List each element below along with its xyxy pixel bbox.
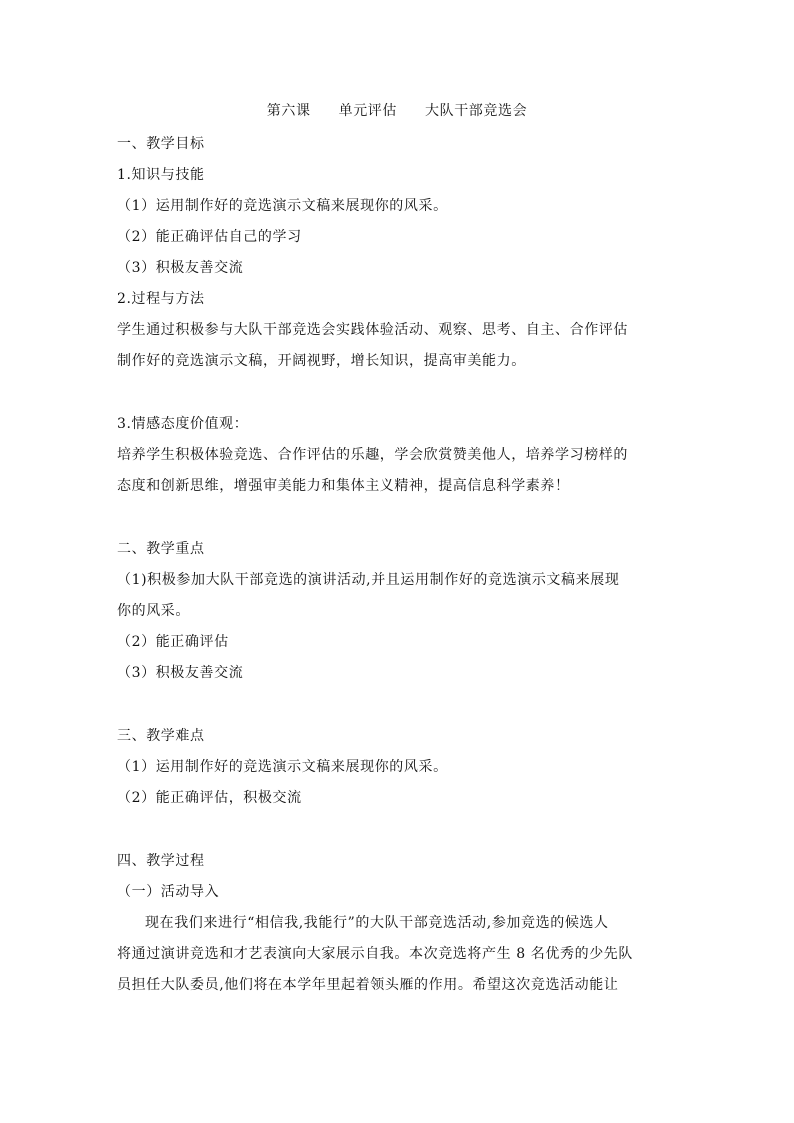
paragraph-line: 现在我们来进行“相信我,我能行”的大队干部竞选活动,参加竞选的候选人 xyxy=(145,915,609,931)
section-heading-objectives: 一、教学目标 xyxy=(117,136,205,152)
section-heading-difficulties: 三、教学难点 xyxy=(117,728,205,744)
paragraph-line: 态度和创新思维，增强审美能力和集体主义精神，提高信息科学素养！ xyxy=(117,478,570,494)
paragraph-line: 学生通过积极参与大队干部竞选会实践体验活动、观察、思考、自主、合作评估 xyxy=(117,322,628,338)
title-part-topic: 大队干部竞选会 xyxy=(425,103,528,119)
list-item: （2）能正确评估，积极交流 xyxy=(117,790,302,806)
list-item: （2）能正确评估自己的学习 xyxy=(117,229,302,245)
title-part-unit: 单元评估 xyxy=(338,103,397,119)
document-title xyxy=(0,101,794,121)
paragraph-line: 将通过演讲竞选和才艺表演向大家展示自我。本次竞选将产生 8 名优秀的少先队 xyxy=(117,946,634,962)
paragraph-line: 培养学生积极体验竞选、合作评估的乐趣，学会欣赏赞美他人，培养学习榜样的 xyxy=(117,447,628,463)
section-heading-key-points: 二、教学重点 xyxy=(117,541,205,557)
list-item: （1）运用制作好的竞选演示文稿来展现你的风采。 xyxy=(117,759,448,775)
list-item: （3）积极友善交流 xyxy=(117,260,244,276)
paragraph-line: 员担任大队委员,他们将在本学年里起着领头雁的作用。希望这次竞选活动能让 xyxy=(117,977,619,993)
list-item: （1）运用制作好的竞选演示文稿来展现你的风采。 xyxy=(117,198,448,214)
subheading-process-methods: 2.过程与方法 xyxy=(117,291,205,307)
subheading-activity-intro: （一）活动导入 xyxy=(117,884,220,900)
list-item: （1)积极参加大队干部竞选的演讲活动,并且运用制作好的竞选演示文稿来展现 xyxy=(117,572,620,588)
subheading-knowledge-skills: 1.知识与技能 xyxy=(117,167,205,183)
list-item: （3）积极友善交流 xyxy=(117,665,244,681)
title-part-lesson: 第六课 xyxy=(266,103,311,119)
subheading-attitude-values: 3.情感态度价值观： xyxy=(117,416,249,432)
paragraph-line: 制作好的竞选演示文稿，开阔视野，增长知识，提高审美能力。 xyxy=(117,353,526,369)
paragraph-line: 你的风采。 xyxy=(117,603,190,619)
section-heading-process: 四、教学过程 xyxy=(117,853,205,869)
list-item: （2）能正确评估 xyxy=(117,634,229,650)
